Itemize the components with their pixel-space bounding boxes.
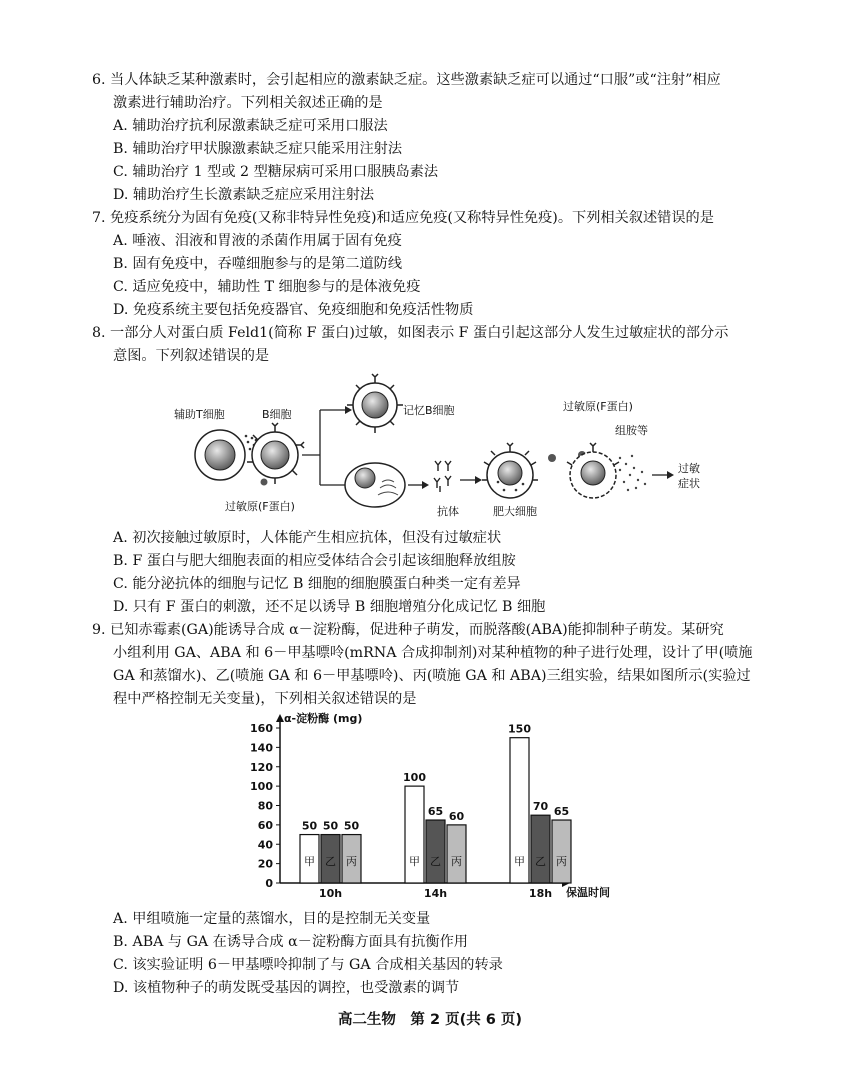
label-allergen-right: 过敏原(F蛋白)	[563, 400, 633, 413]
bar-series-label: 甲	[304, 855, 315, 868]
memory-b-cell	[347, 374, 403, 433]
y-tick-label: 160	[250, 722, 273, 735]
q8-option-c: C. 能分泌抗体的细胞与记忆 B 细胞的细胞膜蛋白种类一定有差异	[113, 576, 521, 592]
allergen-particle	[548, 454, 556, 462]
bar-18h-丙	[552, 820, 571, 883]
q6-stem-line-1: 6. 当人体缺乏某种激素时，会引起相应的激素缺乏症。这些激素缺乏症可以通过“口服”或“注射”相应	[92, 72, 721, 88]
bar-value-label: 60	[448, 809, 465, 823]
category-label: 10h	[318, 887, 343, 900]
bar-14h-丙	[447, 825, 466, 883]
q7-option-d: D. 免疫系统主要包括免疫器官、免疫细胞和免疫活性物质	[113, 302, 474, 318]
q7-option-b: B. 固有免疫中，吞噬细胞参与的是第二道防线	[113, 256, 403, 272]
q8-option-b: B. F 蛋白与肥大细胞表面的相应受体结合会引起该细胞释放组胺	[113, 553, 516, 569]
y-tick-label: 120	[250, 760, 273, 774]
bar-series-label: 丙	[346, 855, 357, 868]
chart-xlabel: 保温时间	[566, 886, 610, 899]
category-label: 14h	[423, 887, 448, 900]
y-tick-label: 0	[265, 877, 273, 890]
q9-stem-line-3: GA 和蒸馏水)、乙(喷施 GA 和 6－甲基嘌呤)、丙(喷施 GA 和 ABA)三组实验，结果如图所示(实验过	[113, 668, 751, 684]
y-tick-label: 40	[257, 838, 273, 852]
bar-14h-甲	[405, 786, 424, 883]
q7-stem-line-1: 7. 免疫系统分为固有免疫(又称非特异性免疫)和适应免疫(又称特异性免疫)。下列相关叙述错误的是	[92, 210, 714, 226]
mast-cell	[482, 443, 538, 498]
label-memory-b: 记忆B细胞	[403, 404, 455, 417]
label-b-cell: B细胞	[262, 408, 292, 421]
plasma-cell	[345, 463, 405, 507]
chart-ylabel: α-淀粉酶 (mg)	[284, 712, 363, 725]
bar-series-label: 丙	[451, 855, 462, 868]
histamine-dots	[619, 455, 646, 491]
q9-option-b: B. ABA 与 GA 在诱导合成 α－淀粉酶方面具有抗衡作用	[113, 934, 468, 950]
bar-value-label: 100	[403, 771, 426, 785]
q6-option-b: B. 辅助治疗甲状腺激素缺乏症只能采用注射法	[113, 141, 403, 157]
q9-stem-line-4: 程中严格控制无关变量)，下列相关叙述错误的是	[113, 691, 417, 707]
q9-option-a: A. 甲组喷施一定量的蒸馏水，目的是控制无关变量	[113, 911, 431, 927]
q8-option-a: A. 初次接触过敏原时，人体能产生相应抗体，但没有过敏症状	[113, 530, 502, 546]
q8-stem-line-2: 意图。下列叙述错误的是	[113, 348, 270, 364]
antibodies	[434, 461, 451, 492]
bar-value-label: 70	[532, 800, 549, 814]
label-histamine: 组胺等	[615, 424, 648, 437]
q9-stem-line-1: 9. 已知赤霉素(GA)能诱导合成 α－淀粉酶，促进种子萌发，而脱落酸(ABA)能抑制种子萌发。某研究	[92, 622, 724, 638]
y-tick-label: 20	[257, 857, 273, 871]
bar-18h-乙	[531, 815, 550, 883]
bar-value-label: 50	[322, 819, 339, 833]
bar-series-label: 甲	[409, 855, 420, 868]
bar-14h-乙	[426, 820, 445, 883]
category-label: 18h	[528, 887, 553, 900]
label-mast-cell: 肥大细胞	[493, 505, 537, 518]
bar-series-label: 丙	[556, 855, 567, 868]
q6-option-a: A. 辅助治疗抗利尿激素缺乏症可采用口服法	[113, 118, 388, 134]
q6-option-d: D. 辅助治疗生长激素缺乏症应采用注射法	[113, 187, 375, 203]
y-tick-label: 80	[257, 799, 273, 813]
q6-stem-line-2: 激素进行辅助治疗。下列相关叙述正确的是	[113, 95, 383, 111]
label-symptom-2: 症状	[678, 477, 700, 490]
bar-value-label: 150	[508, 722, 531, 736]
y-tick-label: 60	[257, 818, 273, 832]
activated-mast-cell	[567, 443, 619, 498]
bar-series-label: 甲	[514, 855, 525, 868]
helper-t-cell	[195, 430, 245, 480]
bar-value-label: 65	[427, 805, 444, 819]
q7-option-a: A. 唾液、泪液和胃液的杀菌作用属于固有免疫	[113, 233, 402, 249]
q9-stem-line-2: 小组利用 GA、ABA 和 6－甲基嘌呤(mRNA 合成抑制剂)对某种植物的种子进行处理，设计了甲(喷施	[113, 645, 753, 661]
y-tick-label: 100	[250, 780, 273, 794]
label-allergen-left: 过敏原(F蛋白)	[225, 500, 295, 513]
b-cell	[247, 423, 304, 486]
bar-series-label: 乙	[325, 855, 336, 868]
page-footer: 高二生物 第 2 页(共 6 页)	[337, 1012, 523, 1028]
label-helper-t: 辅助T细胞	[174, 408, 225, 421]
bar-series-label: 乙	[535, 855, 546, 868]
y-tick-label: 140	[250, 741, 273, 755]
q8-option-d: D. 只有 F 蛋白的刺激，还不足以诱导 B 细胞增殖分化成记忆 B 细胞	[113, 599, 546, 615]
q7-option-c: C. 适应免疫中，辅助性 T 细胞参与的是体液免疫	[113, 279, 421, 295]
allergy-diagram	[174, 370, 720, 525]
q9-option-d: D. 该植物种子的萌发既受基因的调控，也受激素的调节	[113, 980, 460, 996]
q6-option-c: C. 辅助治疗 1 型或 2 型糖尿病可采用口服胰岛素法	[113, 164, 439, 180]
q8-stem-line-1: 8. 一部分人对蛋白质 Feld1(简称 F 蛋白)过敏，如图表示 F 蛋白引起这部分人发生过敏症状的部分示	[92, 325, 729, 341]
label-symptom-1: 过敏	[678, 462, 700, 475]
y-axis-arrow	[276, 714, 284, 722]
label-antibody: 抗体	[437, 505, 459, 518]
bar-value-label: 50	[301, 819, 318, 833]
amylase-bar-chart	[240, 712, 640, 907]
bar-series-label: 乙	[430, 855, 441, 868]
bar-value-label: 50	[343, 819, 360, 833]
q9-option-c: C. 该实验证明 6－甲基嘌呤抑制了与 GA 合成相关基因的转录	[113, 957, 503, 973]
bar-value-label: 65	[553, 805, 570, 819]
